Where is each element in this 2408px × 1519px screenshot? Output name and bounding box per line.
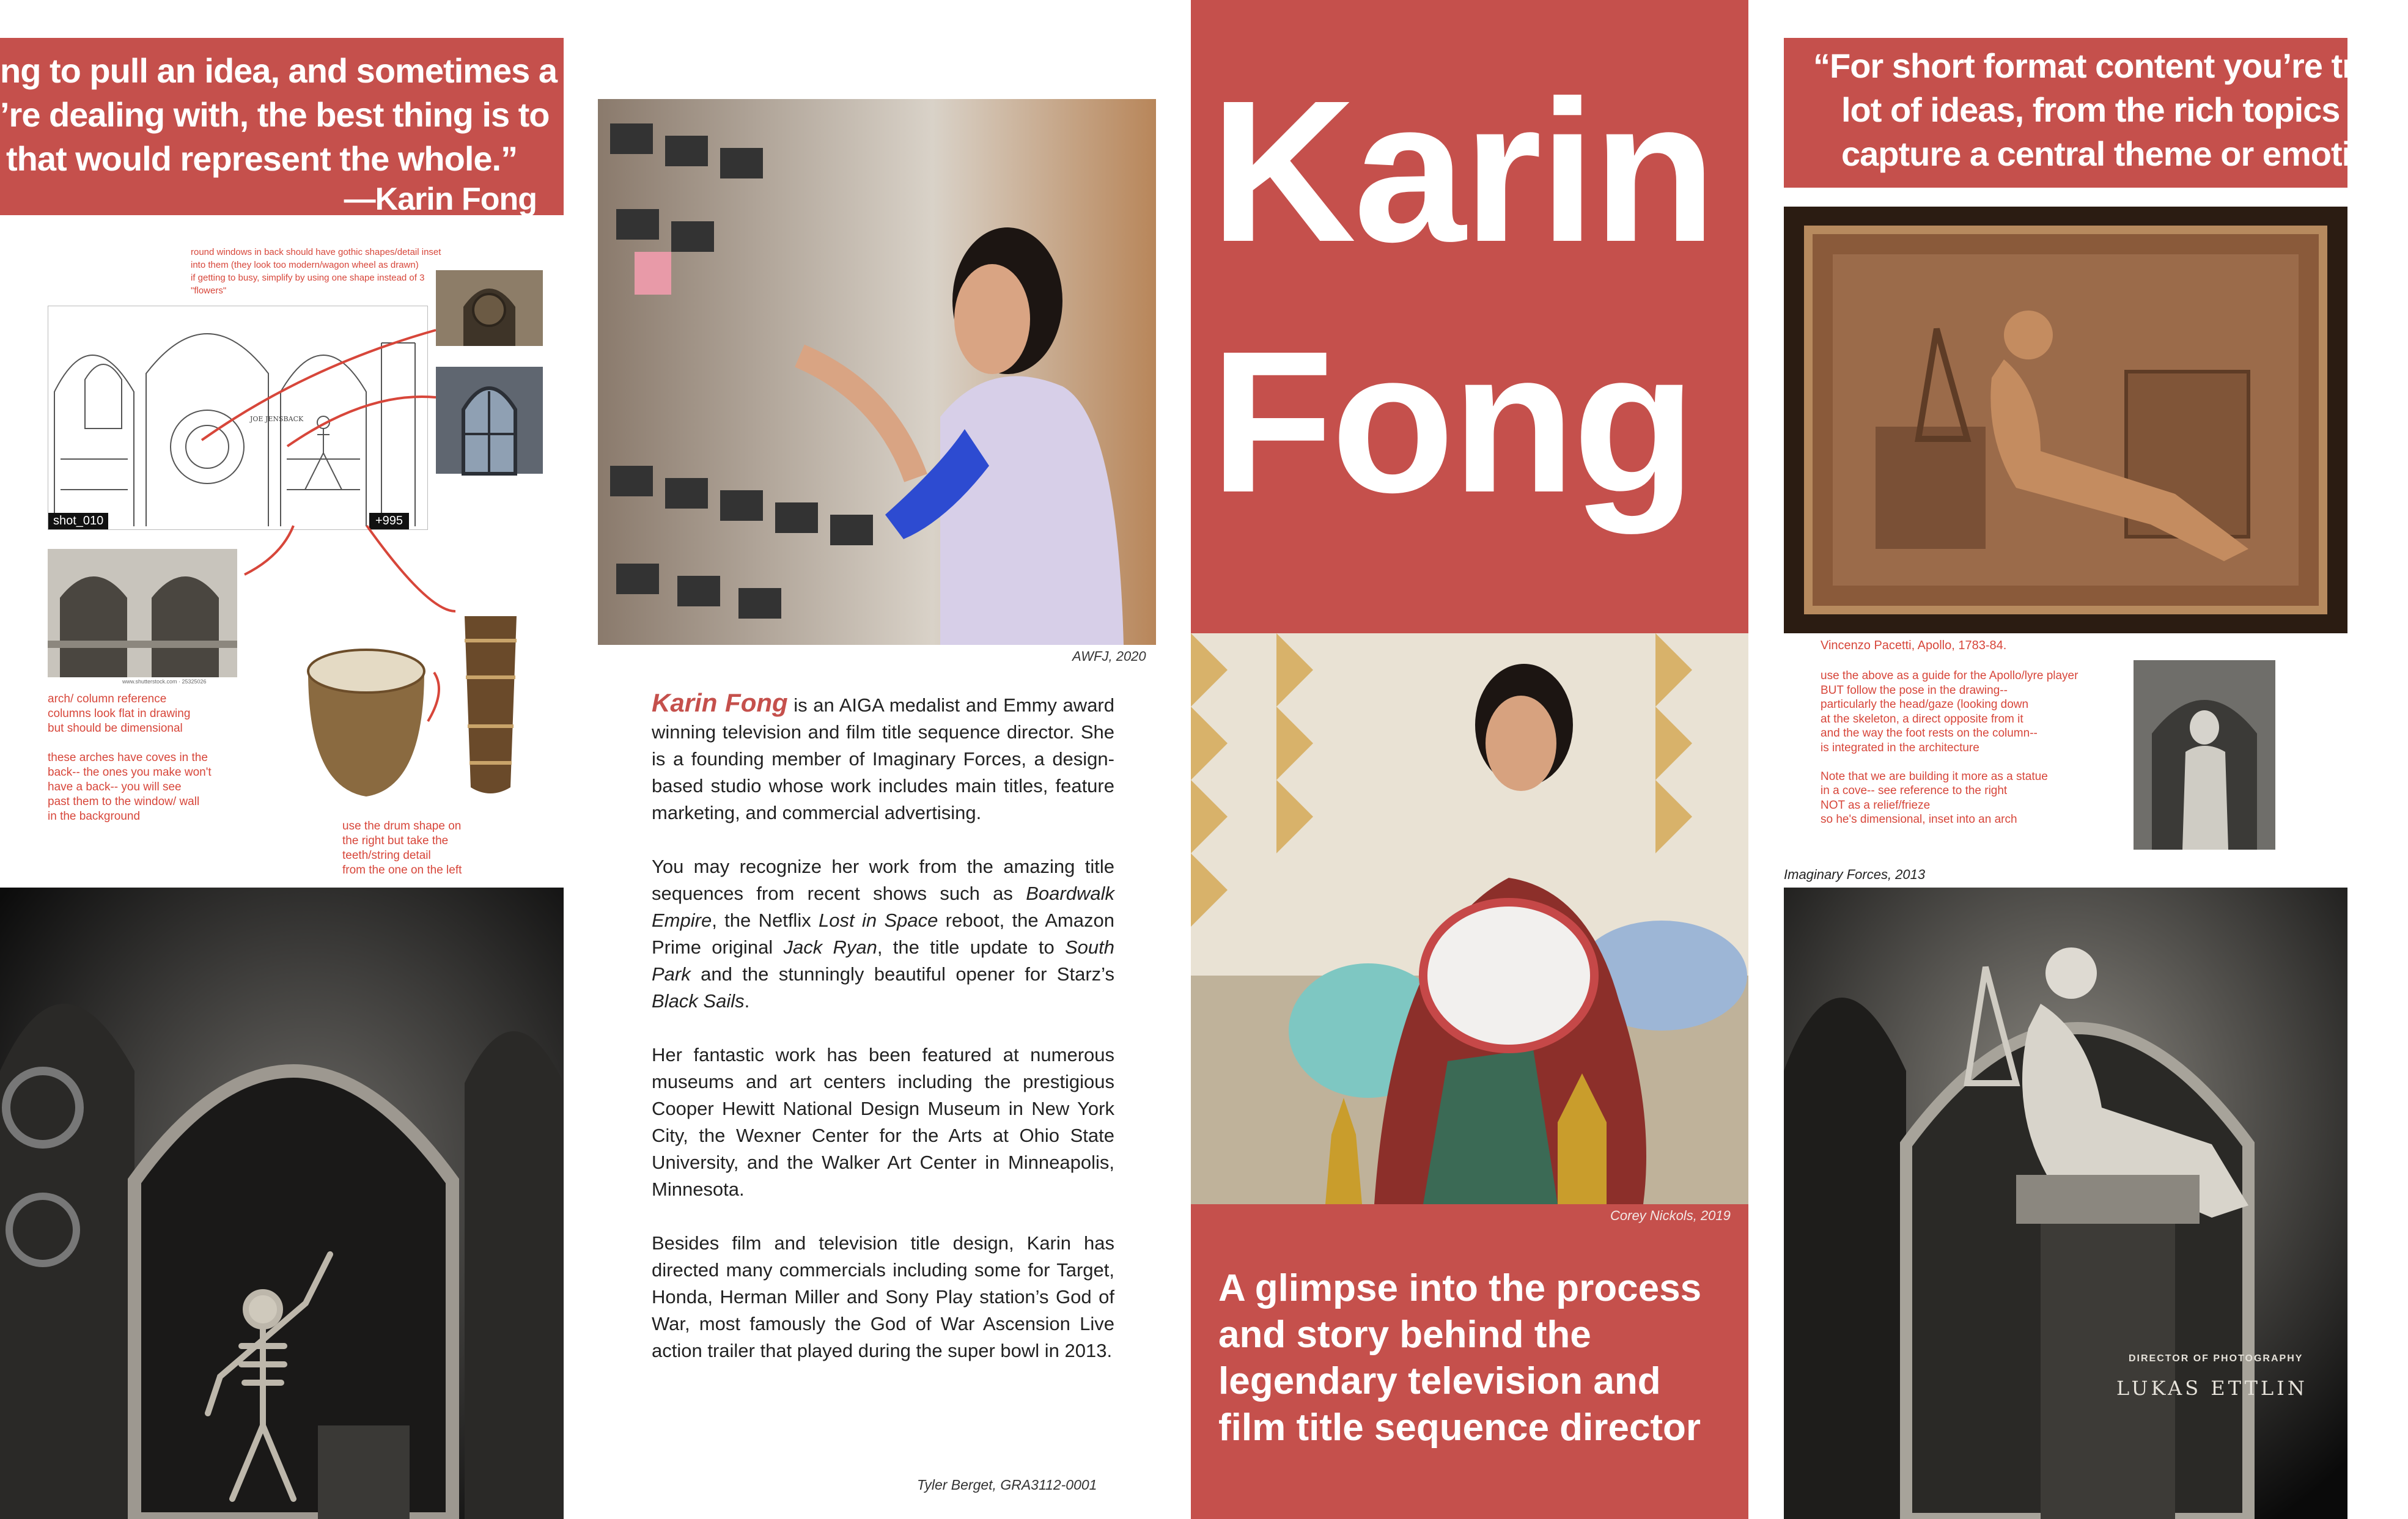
drum-note: use the drum shape on the right but take the teeth/string detail from the one on the left — [342, 820, 462, 877]
p2-k: . — [744, 990, 750, 1012]
sketch-sign: JOE JENSBACK — [250, 415, 304, 423]
p2-c: , the Netflix — [712, 910, 819, 931]
frame-label: +995 — [369, 513, 409, 529]
p2-a: You may recognize her work from the amazing title sequences from recent shows such as — [652, 856, 1114, 904]
p2-black-sails: Black Sails — [652, 990, 745, 1012]
left-quote-line-1: ng to pull an idea, and sometimes a — [0, 51, 557, 90]
statue-in-cove-ref — [2134, 660, 2275, 850]
shot-label: shot_010 — [48, 513, 108, 529]
right-quote-box — [1784, 38, 2408, 188]
article-lead-name: Karin Fong — [652, 688, 788, 717]
karin-wall-photo — [598, 99, 1156, 645]
p2-g: , the title update to — [877, 936, 1065, 958]
article-footer: Tyler Berget, GRA3112-0001 — [917, 1477, 1097, 1493]
right-quote-line-1: “For short format content you’re tryi — [1813, 46, 2382, 85]
p2-e: reboot, the Amazon Prime original — [652, 910, 1114, 958]
wall-photo-caption: AWFJ, 2020 — [1072, 649, 1146, 664]
apollo-note: use the above as a guide for the Apollo/lyre player BUT follow the pose in the drawing-- particularly the head/gaze (looking down at the skeleton, a direct opposite from it and the way the foot rests on the column-- is integrated in the architecture Note that we are building it more as a statue in a cove-- see reference to the right NOT as a relief/frieze so he's dimensional, inset into an arch — [1821, 669, 2078, 826]
p2-south-park: South Park — [652, 936, 1114, 985]
credit-role: DIRECTOR OF PHOTOGRAPHY — [2129, 1353, 2303, 1364]
left-quote-line-3: that would represent the whole.” — [6, 139, 518, 178]
article-p2 — [652, 853, 1114, 1015]
right-quote-line-3: capture a central theme or emotion — [1841, 134, 2391, 173]
emmy-photo-caption: Corey Nickols, 2019 — [1610, 1208, 1731, 1223]
title-karin: Karin — [1210, 58, 1714, 284]
left-quote-line-2: ’re dealing with, the best thing is to — [0, 95, 550, 134]
center-glimpse: A glimpse into the process and story behind the legendary television and film title sequence director — [1218, 1267, 1702, 1449]
article-p3: Her fantastic work has been featured at numerous museums and art centers including the prestigious Cooper Hewitt National Design Museum in New York City, the Wexner Center for the Arts at Ohio State University, and the Walker Art Center in Minneapolis, Minnesota. — [652, 1044, 1114, 1200]
apollo-relief-photo — [1784, 207, 2347, 633]
credit-name: LUKAS ETTLIN — [2116, 1377, 2308, 1400]
article-p4: Besides film and television title design, Karin has directed many commercials including some for Target, Honda, Herman Miller and Sony Play station’s God of War, most famously the God of War Ascension Live action trailer that played during the super bowl in 2013. — [652, 1232, 1114, 1361]
p2-i: and the stunningly beautiful opener for Starz’s — [690, 963, 1114, 985]
imaginary-forces-caption: Imaginary Forces, 2013 — [1784, 867, 1926, 882]
article-body — [652, 690, 1114, 1391]
title-fong: Fong — [1210, 309, 1694, 534]
p2-boardwalk: Boardwalk Empire — [652, 883, 1114, 931]
arch-note: arch/ column reference columns look flat in drawing but should be dimensional these arches have coves in the back-- the ones you make won't have a back-- you will see past them to the window/ wall in the background — [48, 693, 212, 823]
article-p1-text: is an AIGA medalist and Emmy award winning television and film title sequence director. She is a founding member of Imaginary Forces, a design-based studio whose work includes main titles, feature marketing, and commercial advertising. — [652, 694, 1114, 823]
skeleton-arch-render — [0, 888, 564, 1519]
karin-emmy-photo — [1191, 633, 1748, 1204]
stock-credit: www.shutterstock.com · 25325026 — [122, 679, 207, 685]
sketch-note-top: round windows in back should have gothic shapes/detail inset into them (they look too modern/wagon wheel as drawn) if getting to busy, simplify by using one shape instead of 3 "flowers" — [191, 247, 441, 296]
sketch-arrows — [0, 0, 575, 807]
relief-caption: Vincenzo Pacetti, Apollo, 1783-84. — [1821, 639, 2007, 652]
right-quote-line-2: lot of ideas, from the rich topics you — [1841, 90, 2408, 129]
apollo-arch-render — [1784, 888, 2347, 1519]
p2-jack-ryan: Jack Ryan — [783, 936, 877, 958]
p2-lost-in-space: Lost in Space — [819, 910, 938, 931]
article-p1 — [652, 690, 1114, 826]
left-quote-attribution: —Karin Fong — [344, 182, 537, 217]
